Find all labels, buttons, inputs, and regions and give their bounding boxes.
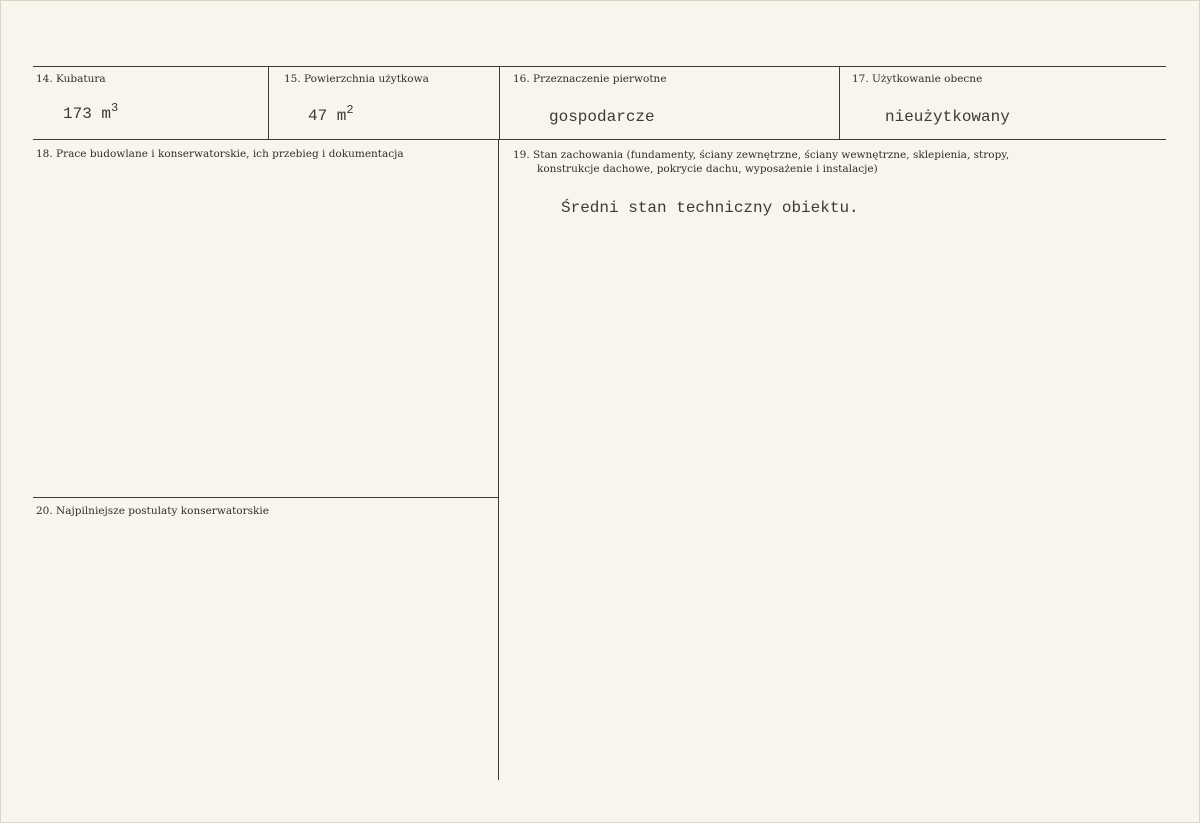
main-divider xyxy=(498,139,499,780)
kubatura-number: 173 m xyxy=(63,105,112,123)
field-powierzchnia-value xyxy=(308,103,354,125)
field-kubatura-value xyxy=(63,101,119,123)
section-18-20-rule xyxy=(33,497,498,498)
field-prace-label: 18. Prace budowlane i konserwatorskie, ich przebieg i dokumentacja xyxy=(36,148,404,160)
field-przeznaczenie-value: gospodarcze xyxy=(549,108,655,126)
field-powierzchnia-label: 15. Powierzchnia użytkowa xyxy=(284,73,429,85)
row1-divider-3 xyxy=(839,66,840,139)
row1-divider-2 xyxy=(499,66,500,139)
field-uzytkowanie-value: nieużytkowany xyxy=(885,108,1010,126)
powierzchnia-unit-sup: 2 xyxy=(346,103,354,117)
field-stan-label-line2: konstrukcje dachowe, pokrycie dachu, wyposażenie i instalacje) xyxy=(537,163,878,175)
row1-divider-1 xyxy=(268,66,269,139)
row1-bottom-rule xyxy=(33,139,1166,140)
powierzchnia-number: 47 m xyxy=(308,107,347,125)
field-postulaty-label: 20. Najpilniejsze postulaty konserwatorskie xyxy=(36,505,269,517)
kubatura-unit-sup: 3 xyxy=(111,101,119,115)
top-rule xyxy=(33,66,1166,67)
field-przeznaczenie-label: 16. Przeznaczenie pierwotne xyxy=(513,73,667,85)
field-stan-value: Średni stan techniczny obiektu. xyxy=(561,199,859,217)
field-uzytkowanie-label: 17. Użytkowanie obecne xyxy=(852,73,983,85)
field-stan-label-line1: 19. Stan zachowania (fundamenty, ściany zewnętrzne, ściany wewnętrzne, sklepienia, stropy, xyxy=(513,149,1010,161)
field-kubatura-label: 14. Kubatura xyxy=(36,73,106,85)
